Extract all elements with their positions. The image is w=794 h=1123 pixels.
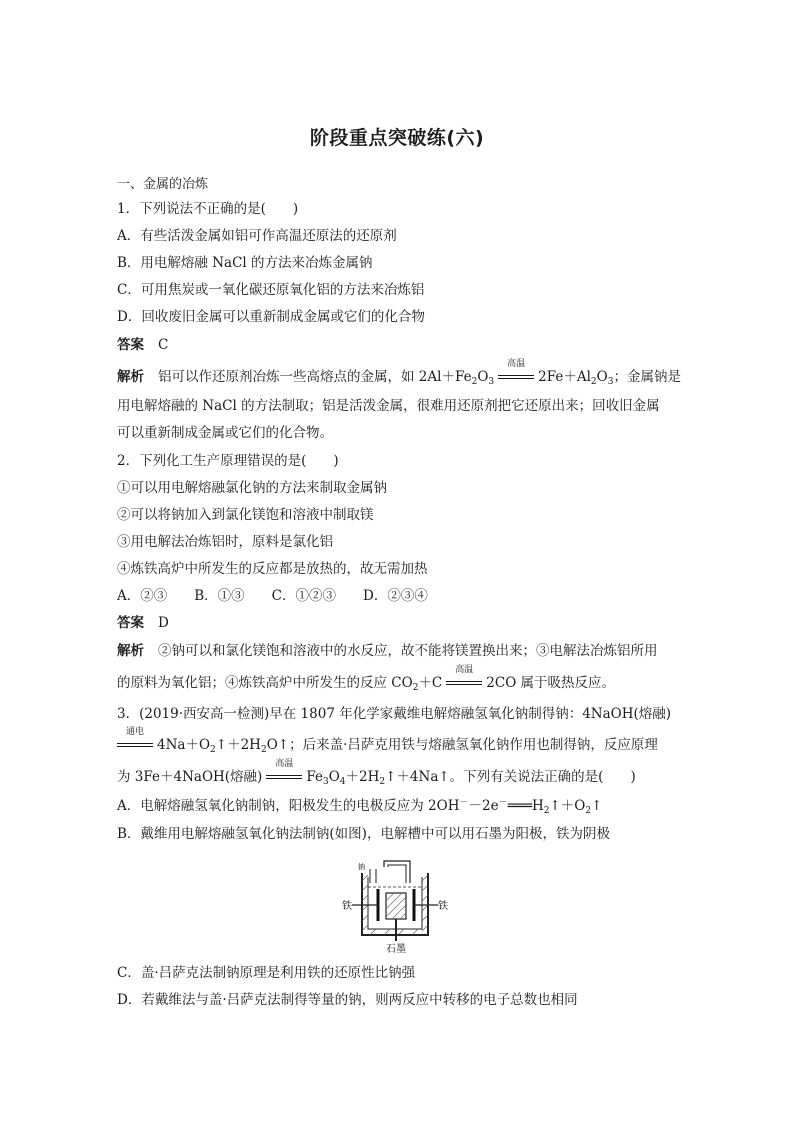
stem-text: ↑＋4Na↑。下列有关说法正确的是( )	[385, 769, 636, 785]
q2-stem: 2．下列化工生产原理错误的是( )	[117, 453, 339, 469]
stem-text: ＋2H	[345, 769, 380, 785]
option-text: ═══H	[507, 798, 544, 814]
option-text: －2e	[468, 798, 499, 814]
q2-statement-2: ②可以将钠加入到氯化镁饱和溶液中制取镁	[117, 507, 374, 523]
analysis-text: 铝可以作还原剂冶炼一些高熔点的金属，如 2Al＋Fe	[158, 369, 472, 385]
q2-options: A．②③ B．①③ C．①②③ D．②③④	[117, 588, 428, 604]
analysis-label: 解析	[117, 369, 144, 385]
q3-stem-line-1: 3．(2019·西安高一检测)早在 1807 年化学家戴维电解熔融氢氧化钠制得钠：4NaOH(熔融)	[117, 706, 672, 722]
q1-analysis-line-3: 可以重新制成金属或它们的化合物。	[117, 425, 333, 441]
q1-stem: 1．下列说法不正确的是( )	[117, 201, 299, 217]
section-heading: 一、金属的冶炼	[117, 177, 209, 192]
answer-value: C	[158, 337, 169, 353]
vent-pipe	[370, 869, 376, 883]
q2-statement-3: ③用电解法冶炼铝时，原料是氯化铝	[117, 534, 333, 550]
q3-option-b: B．戴维用电解熔融氢氧化钠法制钠(如图)，电解槽中可以用石墨为阳极，铁为阴极	[117, 826, 610, 842]
q3-option-d: D．若戴维法与盖·吕萨克法制得等量的钠，则两反应中转移的电子总数也相同	[117, 992, 578, 1008]
electrolysis-cell-diagram	[340, 855, 450, 955]
label-iron-right: 铁	[438, 901, 448, 912]
option-text: ↑＋O	[549, 798, 586, 814]
reaction-arrow-high-temp: 高温	[266, 768, 302, 786]
collection-tube-inner	[388, 865, 406, 883]
q2-analysis-line-1	[117, 642, 658, 660]
reaction-arrow-high-temp: 高温	[446, 674, 482, 692]
answer-label: 答案	[117, 337, 144, 353]
q1-option-d: D．回收废旧金属可以重新制成金属或它们的化合物	[117, 309, 425, 325]
reaction-arrow-high-temp: 高温	[498, 368, 534, 386]
analysis-text: 2CO 属于吸热反应。	[486, 675, 616, 691]
reaction-arrow-electrolysis: 通电	[117, 736, 153, 754]
answer-label: 答案	[117, 615, 144, 631]
analysis-label: 解析	[117, 643, 144, 659]
q1-option-b: B．用电解熔融 NaCl 的方法来冶炼金属钠	[117, 255, 373, 271]
option-text: ↑	[591, 798, 603, 814]
q2-answer	[117, 614, 169, 632]
analysis-text: 的原料为氧化铝；④炼铁高炉中所发生的反应 CO	[117, 675, 413, 691]
label-iron-left: 铁	[342, 901, 352, 912]
label-graphite: 石墨	[386, 944, 406, 955]
stem-text: O	[328, 769, 340, 785]
analysis-text: ＋C	[418, 675, 443, 691]
option-text: A．电解熔融氢氧化钠制钠，阳极发生的电极反应为 2OH	[117, 798, 460, 814]
analysis-text: ②钠可以和氯化镁饱和溶液中的水反应，故不能将镁置换出来；③电解法冶炼铝所用	[158, 643, 658, 659]
answer-value: D	[158, 615, 169, 631]
stem-text: 4Na＋O	[157, 737, 211, 753]
q2-statement-1: ①可以用电解熔融氯化钠的方法来制取金属钠	[117, 480, 387, 496]
analysis-text: ；金属钠是	[613, 369, 681, 385]
q1-analysis-line-2: 用电解熔融的 NaCl 的方法制取；铝是活泼金属，很难用还原剂把它还原出来；回收旧金属	[117, 398, 660, 414]
q3-stem-line-2: 通电 $4Na+O_2↑+2H_2O↑$；后来盖·吕萨克用铁与熔融氢氧化钠作用也制得钠，反应原理	[117, 736, 658, 754]
page-title: 阶段重点突破练(六)	[309, 127, 485, 149]
q1-option-c: C．可用焦炭或一氧化碳还原氧化铝的方法来冶炼铝	[117, 282, 425, 298]
stem-text: ↑＋2H	[215, 737, 261, 753]
q1-analysis-line-1: 解析 铝可以作还原剂冶炼一些高熔点的金属，如 $2Al+Fe_2O_3$ 高温 $2Fe+Al_2O_3$；金属钠是	[117, 359, 681, 387]
q2-statement-4: ④炼铁高炉中所发生的反应都是放热的，故无需加热	[117, 561, 428, 577]
label-sodium: 钠	[358, 863, 365, 871]
q1-option-a: A．有些活泼金属如铝可作高温还原法的还原剂	[117, 228, 397, 244]
q3-option-c: C．盖·吕萨克法制钠原理是利用铁的还原性比钠强	[117, 965, 416, 981]
electrolysis-cell-svg	[340, 855, 450, 955]
stem-text: O↑；后来盖·吕萨克用铁与熔融氢氧化钠作用也制得钠，反应原理	[266, 737, 658, 753]
analysis-text: 2Fe＋Al	[538, 369, 591, 385]
q3-stem-line-3: 为 3Fe＋4NaOH(熔融) 高温 $Fe_3O_4+2H_2↑+4Na↑$。下列有关说法正确的是( )	[117, 759, 636, 787]
q2-analysis-line-2: 的原料为氧化铝；④炼铁高炉中所发生的反应 $CO_2+C$ 高温 2CO 属于吸热反应。	[117, 665, 616, 693]
stem-text: Fe	[306, 769, 323, 785]
q3-option-a: A．电解熔融氢氧化钠制钠，阳极发生的电极反应为 $2OH^--2e^-═══H_2↑+O_2↑$	[117, 798, 603, 816]
stem-text: 为 3Fe＋4NaOH(熔融)	[117, 769, 263, 785]
q1-answer	[117, 336, 168, 354]
